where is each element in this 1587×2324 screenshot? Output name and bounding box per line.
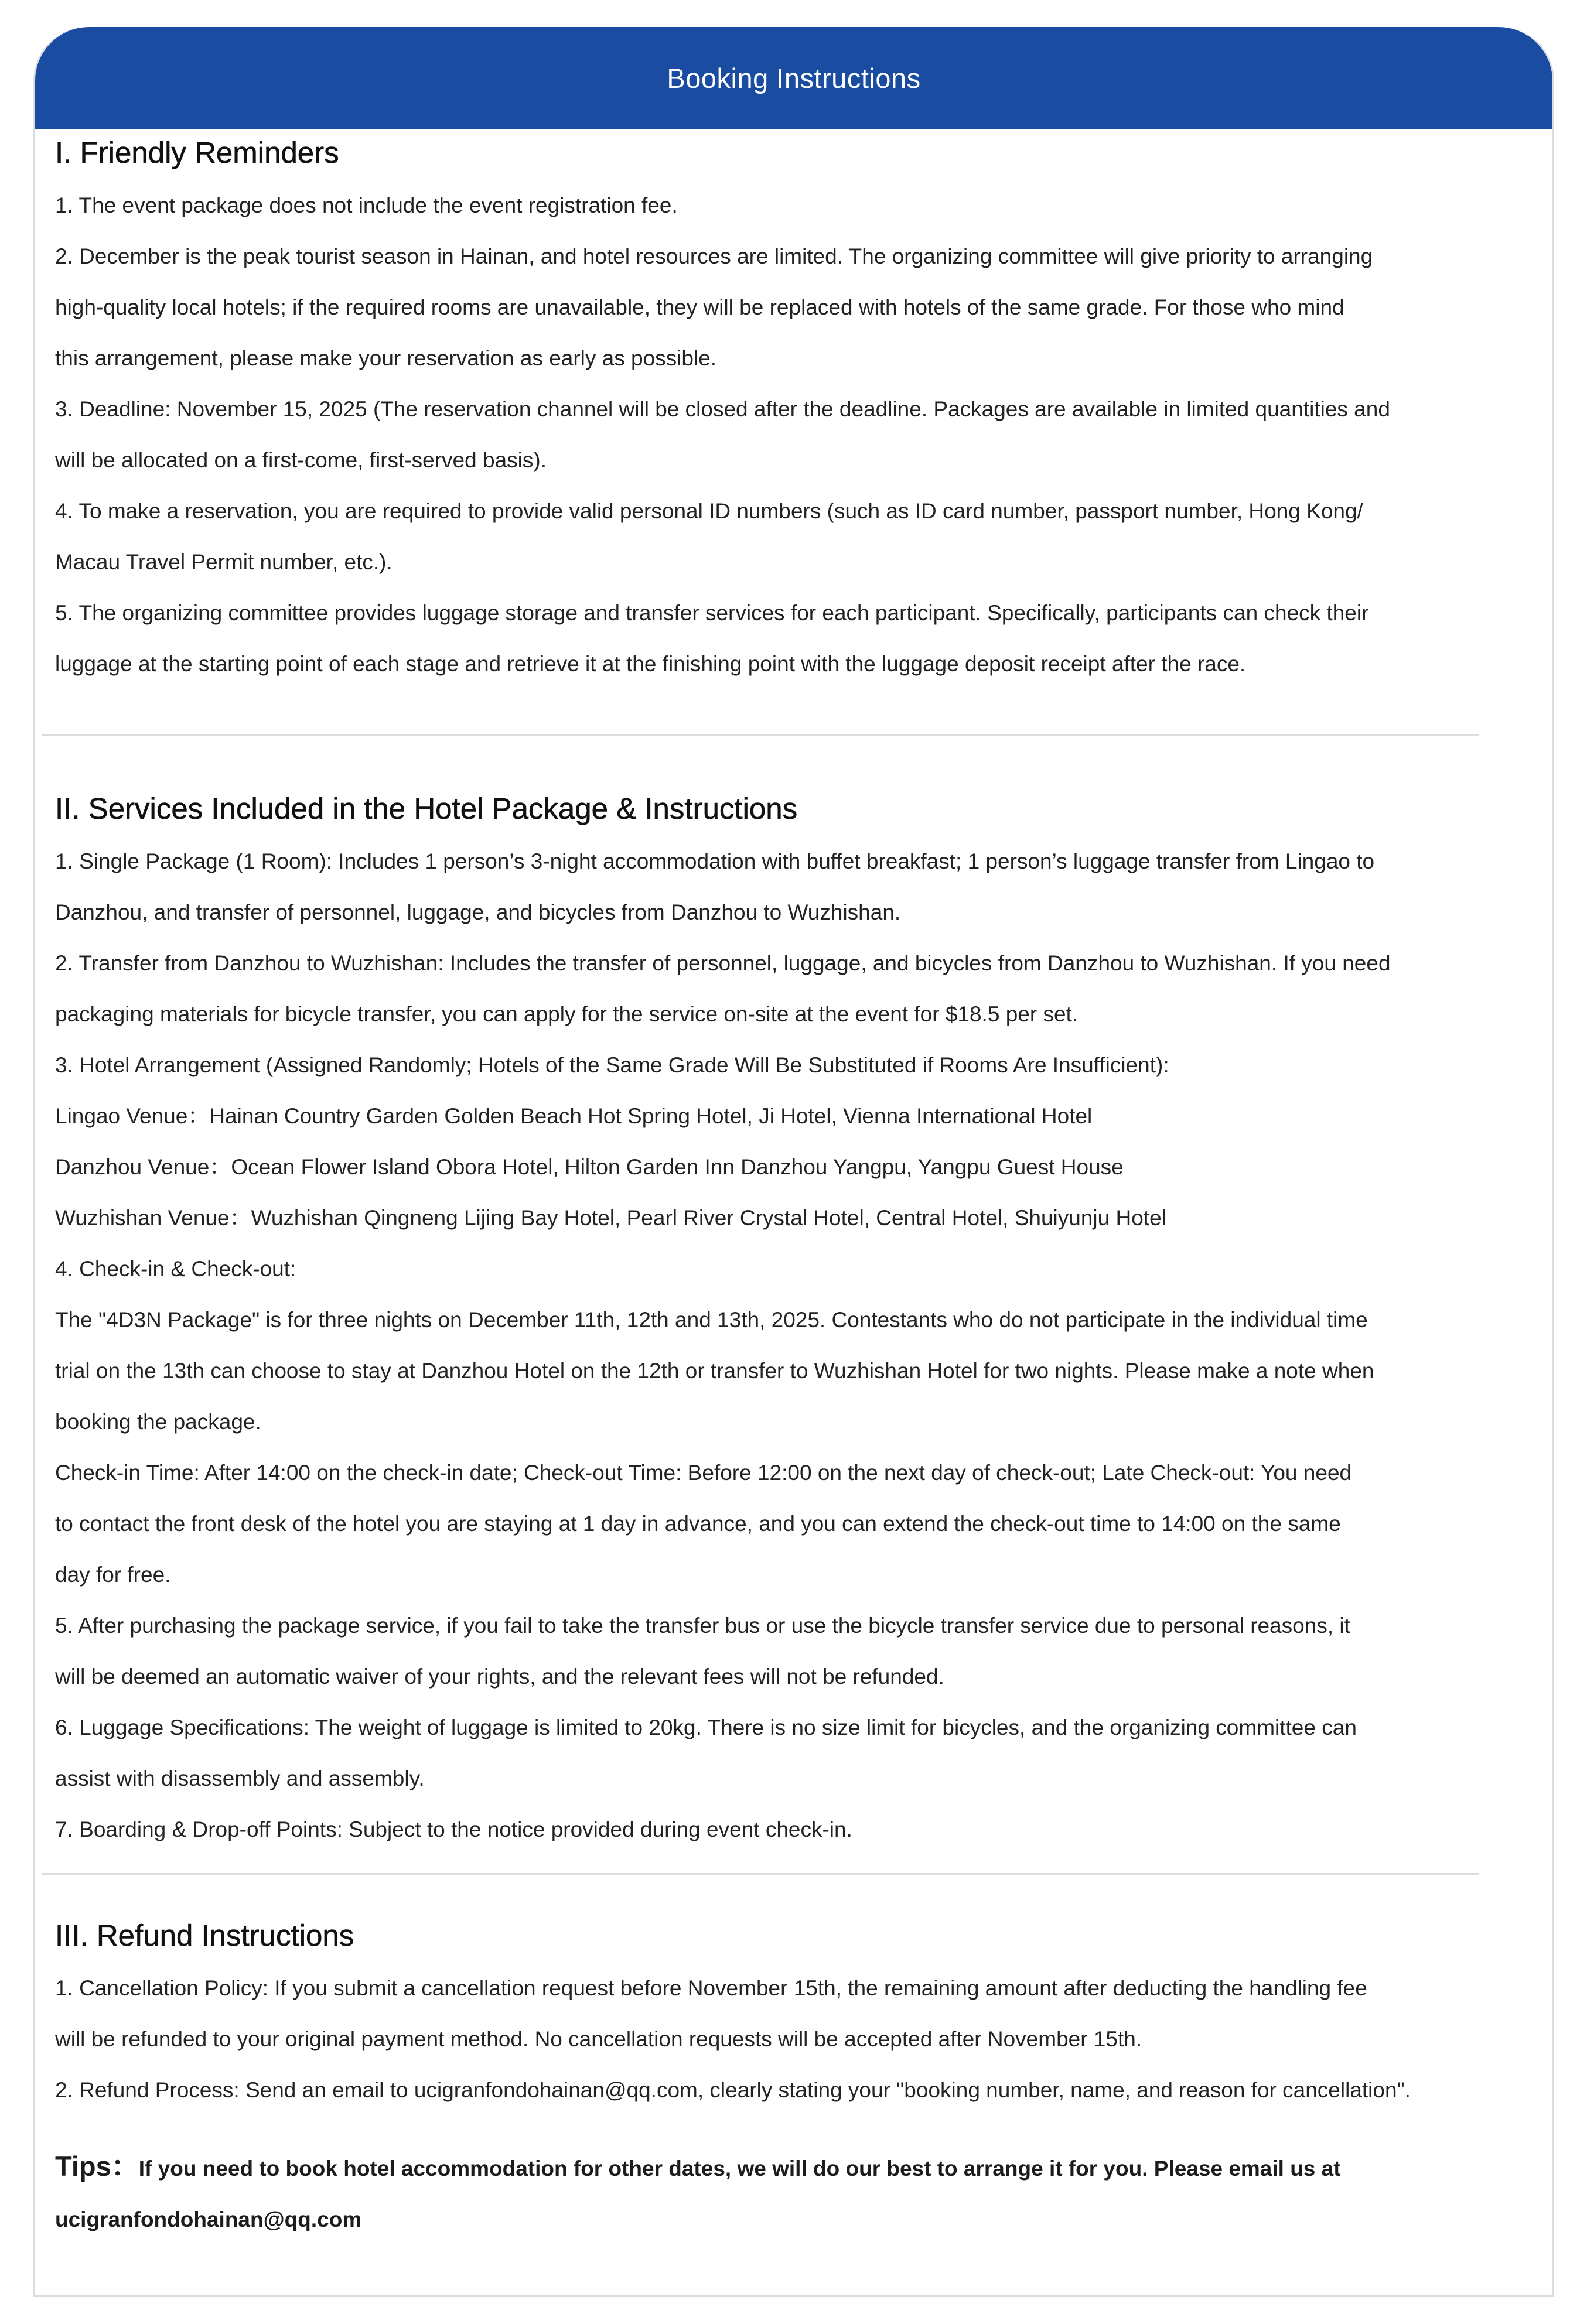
text-line: Wuzhishan Venue：Wuzhishan Qingneng Lijing Bay Hotel, Pearl River Crystal Hotel, Central Hotel, Shuiyunju Hotel xyxy=(55,1206,1166,1230)
text-line: 2. Refund Process: Send an email to ucigranfondohainan@qq.com, clearly stating your "booking number, name, and reason for cancellation". xyxy=(55,2078,1411,2102)
text-line: trial on the 13th can choose to stay at Danzhou Hotel on the 12th or transfer to Wuzhishan Hotel for two nights. Please make a note when xyxy=(55,1359,1374,1383)
section-refund-instructions xyxy=(55,1908,1508,2115)
text-line: 2. Transfer from Danzhou to Wuzhishan: Includes the transfer of personnel, luggage, and bicycles from Danzhou to Wuzhishan. If you need xyxy=(55,951,1391,975)
text-line: Macau Travel Permit number, etc.). xyxy=(55,550,393,574)
text-line: 3. Deadline: November 15, 2025 (The reservation channel will be closed after the deadline. Packages are available in limited quantities and xyxy=(55,397,1390,421)
text-line: 5. The organizing committee provides luggage storage and transfer services for each participant. Specifically, participants can check their xyxy=(55,601,1369,625)
section-divider xyxy=(42,1873,1479,1875)
text-line: will be allocated on a first-come, first-served basis). xyxy=(55,448,547,472)
text-line: 4. Check-in & Check-out: xyxy=(55,1257,296,1281)
text-line: day for free. xyxy=(55,1563,171,1587)
tips-note xyxy=(55,2141,1496,2245)
text-line: 4. To make a reservation, you are required to provide valid personal ID numbers (such as ID card number, passport number, Hong Kong/ xyxy=(55,499,1363,523)
text-line: to contact the front desk of the hotel you are staying at 1 day in advance, and you can extend the check-out time to 14:00 on the same xyxy=(55,1512,1341,1536)
text-line: 3. Hotel Arrangement (Assigned Randomly; Hotels of the Same Grade Will Be Substituted if Rooms Are Insufficient): xyxy=(55,1053,1169,1077)
section-divider xyxy=(42,734,1479,736)
text-line: 7. Boarding & Drop-off Points: Subject to the notice provided during event check-in. xyxy=(55,1817,852,1841)
text-line: 1. Cancellation Policy: If you submit a cancellation request before November 15th, the remaining amount after deducting the handling fee xyxy=(55,1976,1367,2000)
text-line: 6. Luggage Specifications: The weight of luggage is limited to 20kg. There is no size limit for bicycles, and the organizing committee can xyxy=(55,1715,1357,1739)
section-title: II. Services Included in the Hotel Package & Instructions xyxy=(55,792,798,825)
text-line: 5. After purchasing the package service, if you fail to take the transfer bus or use the bicycle transfer service due to personal reasons, it xyxy=(55,1614,1350,1638)
text-line: high-quality local hotels; if the required rooms are unavailable, they will be replaced with hotels of the same grade. For those who mind xyxy=(55,295,1344,319)
header-bar xyxy=(35,27,1552,129)
page-title: Booking Instructions xyxy=(667,62,921,94)
text-line: will be deemed an automatic waiver of your rights, and the relevant fees will not be refunded. xyxy=(55,1665,944,1689)
text-line: Danzhou, and transfer of personnel, luggage, and bicycles from Danzhou to Wuzhishan. xyxy=(55,900,901,924)
text-line: this arrangement, please make your reservation as early as possible. xyxy=(55,346,717,370)
text-line: Danzhou Venue：Ocean Flower Island Obora Hotel, Hilton Garden Inn Danzhou Yangpu, Yangpu Guest House xyxy=(55,1155,1124,1179)
tips-email-link[interactable]: ucigranfondohainan@qq.com xyxy=(55,2207,362,2231)
tips-label: Tips： xyxy=(55,2151,139,2182)
section-hotel-package xyxy=(55,781,1508,1855)
text-line: will be refunded to your original payment method. No cancellation requests will be accepted after November 15th. xyxy=(55,2027,1142,2051)
text-line: 2. December is the peak tourist season in Hainan, and hotel resources are limited. The organizing committee will give priority to arranging xyxy=(55,244,1373,268)
section-title: III. Refund Instructions xyxy=(55,1919,354,1952)
tips-text: If you need to book hotel accommodation for other dates, we will do our best to arrange it for you. Please email us at xyxy=(138,2156,1341,2181)
section-friendly-reminders xyxy=(55,125,1508,689)
text-line: assist with disassembly and assembly. xyxy=(55,1766,425,1790)
text-line: Lingao Venue：Hainan Country Garden Golden Beach Hot Spring Hotel, Ji Hotel, Vienna International Hotel xyxy=(55,1104,1093,1128)
text-line: booking the package. xyxy=(55,1410,261,1434)
text-line: 1. Single Package (1 Room): Includes 1 person’s 3-night accommodation with buffet breakfast; 1 person’s luggage transfer from Lingao to xyxy=(55,849,1375,873)
text-line: packaging materials for bicycle transfer, you can apply for the service on-site at the event for $18.5 per set. xyxy=(55,1002,1079,1026)
text-line: Check-in Time: After 14:00 on the check-in date; Check-out Time: Before 12:00 on the next day of check-out; Late Check-out: You need xyxy=(55,1461,1352,1485)
text-line: 1. The event package does not include the event registration fee. xyxy=(55,193,678,217)
text-line: The "4D3N Package" is for three nights on December 11th, 12th and 13th, 2025. Contestants who do not participate in the individual time xyxy=(55,1308,1368,1332)
text-line: luggage at the starting point of each stage and retrieve it at the finishing point with the luggage deposit receipt after the race. xyxy=(55,652,1246,676)
section-title: I. Friendly Reminders xyxy=(55,136,339,169)
